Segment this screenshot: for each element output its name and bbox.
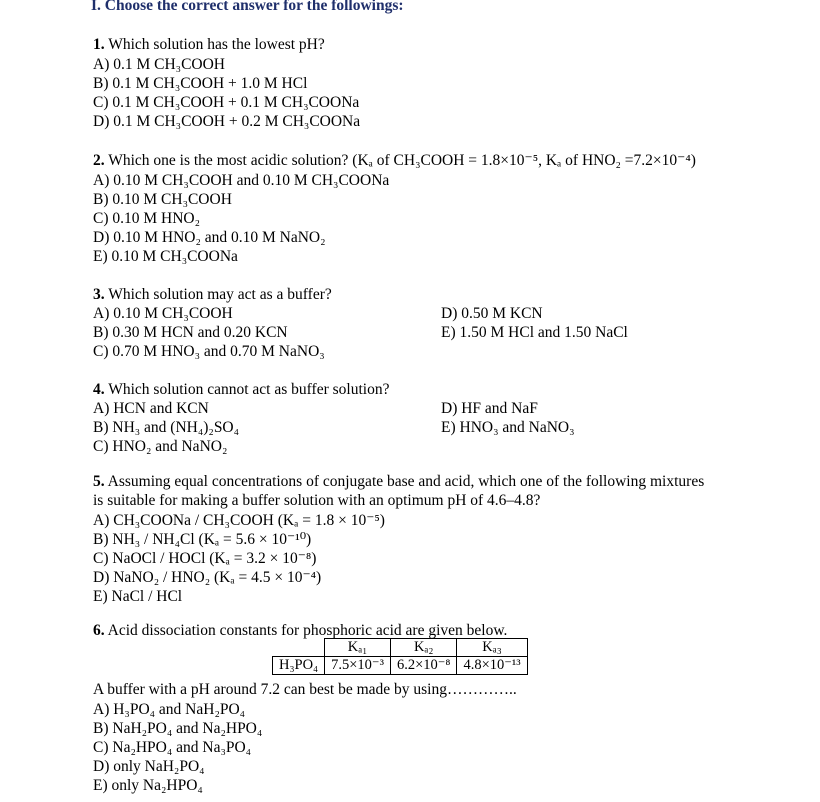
q2-option-e: E) 0.10 M CH₃COONa <box>93 248 238 265</box>
table-cell-ka3: 4.8×10⁻¹³ <box>457 657 527 675</box>
question-4-stem <box>93 381 389 399</box>
q6-option-c: C) Na₂HPO₄ and Na₃PO₄ <box>93 739 252 756</box>
question-3-text: Which solution may act as a buffer? <box>104 286 332 303</box>
question-2-stem <box>93 152 696 170</box>
q1-option-a: A) 0.1 M CH₃COOH <box>93 56 225 73</box>
table-header-ka1: Kₐ₁ <box>325 639 391 657</box>
q4-option-d: D) HF and NaF <box>441 400 538 417</box>
q6-option-a: A) H₃PO₄ and NaH₂PO₄ <box>93 701 246 718</box>
question-4-number: 4. <box>93 381 105 398</box>
q5-option-c: C) NaOCl / HOCl (Kₐ = 3.2 × 10⁻⁸) <box>93 550 317 567</box>
question-2-number: 2. <box>93 152 105 169</box>
table-header-ka2: Kₐ₂ <box>390 639 457 657</box>
q5-option-e: E) NaCl / HCl <box>93 588 183 605</box>
q4-option-a: A) HCN and KCN <box>93 400 209 417</box>
question-5-text: Assuming equal concentrations of conjugate base and acid, which one of the following mixtures <box>104 473 705 490</box>
table-cell-ka1: 7.5×10⁻³ <box>325 657 391 675</box>
question-1-number: 1. <box>93 36 105 53</box>
question-6-text: Acid dissociation constants for phosphoric acid are given below. <box>104 622 508 639</box>
dissociation-constants-table <box>272 638 528 675</box>
question-5-number: 5. <box>93 473 105 490</box>
question-1-stem <box>93 36 325 54</box>
q4-option-b: B) NH₃ and (NH₄)₂SO₄ <box>93 419 240 436</box>
q2-option-d: D) 0.10 M HNO₂ and 0.10 M NaNO₂ <box>93 229 326 246</box>
q1-option-b: B) 0.1 M CH₃COOH + 1.0 M HCl <box>93 75 308 92</box>
question-3-stem <box>93 286 332 304</box>
question-1-text: Which solution has the lowest pH? <box>104 36 325 53</box>
question-5-stem-line-1 <box>93 473 704 491</box>
q5-option-b: B) NH₃ / NH₄Cl (Kₐ = 5.6 × 10⁻¹⁰) <box>93 531 312 548</box>
q4-option-c: C) HNO₂ and NaNO₂ <box>93 438 228 455</box>
q6-option-e: E) only Na₂HPO₄ <box>93 777 203 794</box>
table-corner-cell <box>273 639 325 657</box>
q3-option-a: A) 0.10 M CH₃COOH <box>93 305 233 322</box>
q1-option-c: C) 0.1 M CH₃COOH + 0.1 M CH₃COONa <box>93 94 360 111</box>
table-row-label: H₃PO₄ <box>273 657 325 675</box>
table-header-ka3: Kₐ₃ <box>457 639 527 657</box>
q5-option-a: A) CH₃COONa / CH₃COOH (Kₐ = 1.8 × 10⁻⁵) <box>93 512 385 529</box>
question-6-prompt: A buffer with a pH around 7.2 can best be made by using………….. <box>93 681 517 698</box>
q6-option-b: B) NaH₂PO₄ and Na₂HPO₄ <box>93 720 263 737</box>
q3-option-c: C) 0.70 M HNO₃ and 0.70 M NaNO₃ <box>93 343 325 360</box>
table-row <box>273 657 528 675</box>
q1-option-d: D) 0.1 M CH₃COOH + 0.2 M CH₃COONa <box>93 113 361 130</box>
q6-option-d: D) only NaH₂PO₄ <box>93 758 205 775</box>
question-2-text: Which one is the most acidic solution? (Kₐ of CH₃COOH = 1.8×10⁻⁵, Kₐ of HNO₂ =7.2×10⁻⁴) <box>104 152 696 169</box>
table-header-row <box>273 639 528 657</box>
section-title: I. Choose the correct answer for the followings: <box>91 0 404 14</box>
q5-option-d: D) NaNO₂ / HNO₂ (Kₐ = 4.5 × 10⁻⁴) <box>93 569 322 586</box>
question-5-stem-line-2: is suitable for making a buffer solution with an optimum pH of 4.6–4.8? <box>93 492 541 509</box>
question-6-number: 6. <box>93 622 105 639</box>
question-3-number: 3. <box>93 286 105 303</box>
q2-option-c: C) 0.10 M HNO₂ <box>93 210 201 227</box>
table-cell-ka2: 6.2×10⁻⁸ <box>390 657 457 675</box>
q3-option-e: E) 1.50 M HCl and 1.50 NaCl <box>441 324 628 341</box>
q3-option-d: D) 0.50 M KCN <box>441 305 543 322</box>
q2-option-b: B) 0.10 M CH₃COOH <box>93 191 232 208</box>
q3-option-b: B) 0.30 M HCN and 0.20 KCN <box>93 324 288 341</box>
q2-option-a: A) 0.10 M CH₃COOH and 0.10 M CH₃COONa <box>93 172 390 189</box>
question-4-text: Which solution cannot act as buffer solution? <box>104 381 390 398</box>
q4-option-e: E) HNO₃ and NaNO₃ <box>441 419 575 436</box>
